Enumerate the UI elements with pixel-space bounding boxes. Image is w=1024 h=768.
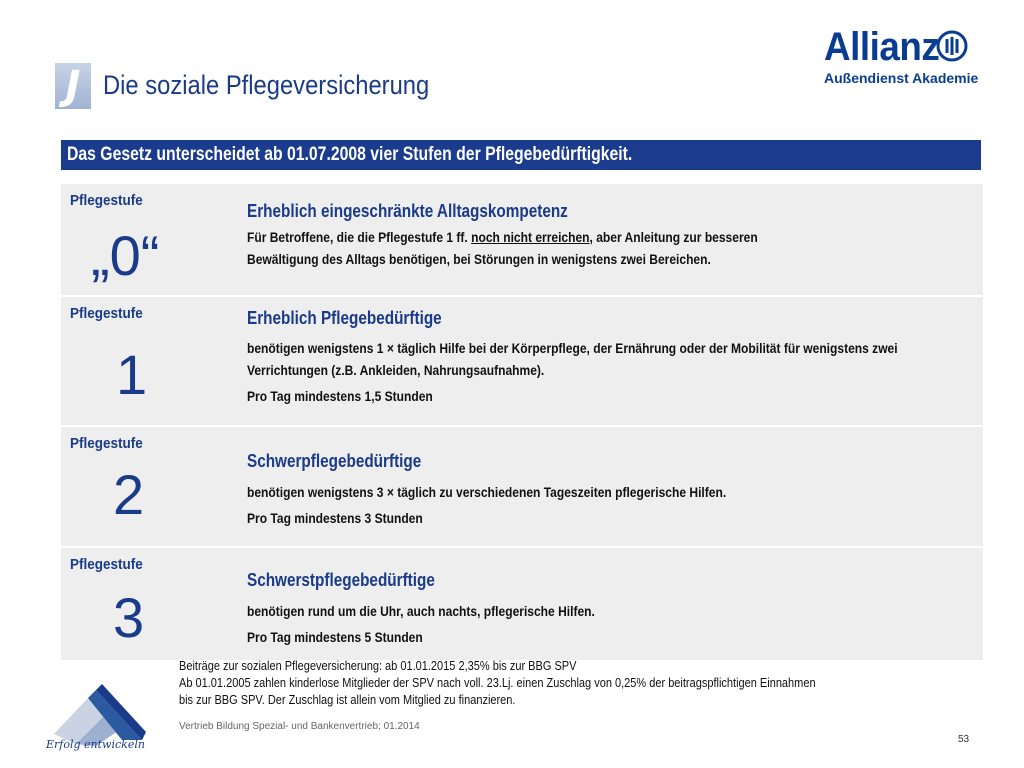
page-title: Die soziale Pflegeversicherung	[103, 70, 430, 100]
underlined-text: noch nicht erreichen	[471, 229, 590, 245]
banner	[61, 140, 981, 170]
row-text: Für Betroffene, die die Pflegestufe 1 ff. noch nicht erreichen, aber Anleitung zur besseren Bewältigung des Alltags benötigen, bei Störungen in wenigstens zwei Bereichen.	[247, 229, 758, 267]
row-number: 1	[116, 343, 148, 406]
page-number: 53	[958, 734, 970, 745]
pflegestufe-row-2	[61, 427, 983, 546]
row-label: Pflegestufe	[70, 192, 143, 209]
row-number: „0“	[91, 224, 160, 287]
pflegestufe-row-1	[61, 297, 983, 425]
banner-text: Das Gesetz unterscheidet ab 01.07.2008 vier Stufen der Pflegebedürftigkeit.	[67, 144, 633, 165]
row-number: 3	[113, 586, 145, 649]
chapter-icon: J	[55, 63, 91, 109]
row-label: Pflegestufe	[70, 305, 143, 322]
row-number: 2	[113, 463, 145, 526]
row-label: Pflegestufe	[70, 556, 143, 573]
row-label: Pflegestufe	[70, 435, 143, 452]
bottom-logo-tagline: Erfolg entwickeln	[46, 738, 145, 751]
row-heading: Erheblich eingeschränkte Alltagskompetenz	[247, 201, 568, 221]
footnote: Beiträge zur sozialen Pflegeversicherung: ab 01.01.2015 2,35% bis zur BBG SPV Ab 01.01.2005 zahlen kinderlose Mitglieder der SPV nach voll. 23.Lj. einen Zuschlag von 0,25% der beitragspflichtigen Einnahmen bis zur BBG SPV. Der Zuschlag ist allein vom Mitglied zu finanzieren.	[179, 659, 816, 707]
row-text: benötigen rund um die Uhr, auch nachts, pflegerische Hilfen. Pro Tag mindestens 5 Stunden	[247, 603, 595, 645]
row-text: benötigen wenigstens 1 × täglich Hilfe bei der Körperpflege, der Ernährung oder der Mobilität für wenigstens zwei Verrichtungen (z.B. Ankleiden, Nahrungsaufnahme). Pro Tag mindestens 1,5 Stunden	[247, 340, 898, 404]
allianz-eagle-icon	[936, 30, 968, 62]
row-heading: Schwerpflegebedürftige	[247, 451, 422, 471]
allianz-logo-subtitle: Außendienst Akademie	[824, 70, 979, 86]
footer-source: Vertrieb Bildung Spezial- und Bankenvertrieb; 01.2014	[179, 721, 420, 732]
pflegestufe-row-0	[61, 184, 983, 295]
row-heading: Schwerstpflegebedürftige	[247, 570, 435, 590]
row-heading: Erheblich Pflegebedürftige	[247, 308, 442, 328]
row-text: benötigen wenigstens 3 × täglich zu verschiedenen Tageszeiten pflegerische Hilfen. Pro Tag mindestens 3 Stunden	[247, 484, 727, 526]
pflegestufe-row-3	[61, 548, 983, 660]
allianz-logo-text: Allianz	[824, 25, 940, 69]
